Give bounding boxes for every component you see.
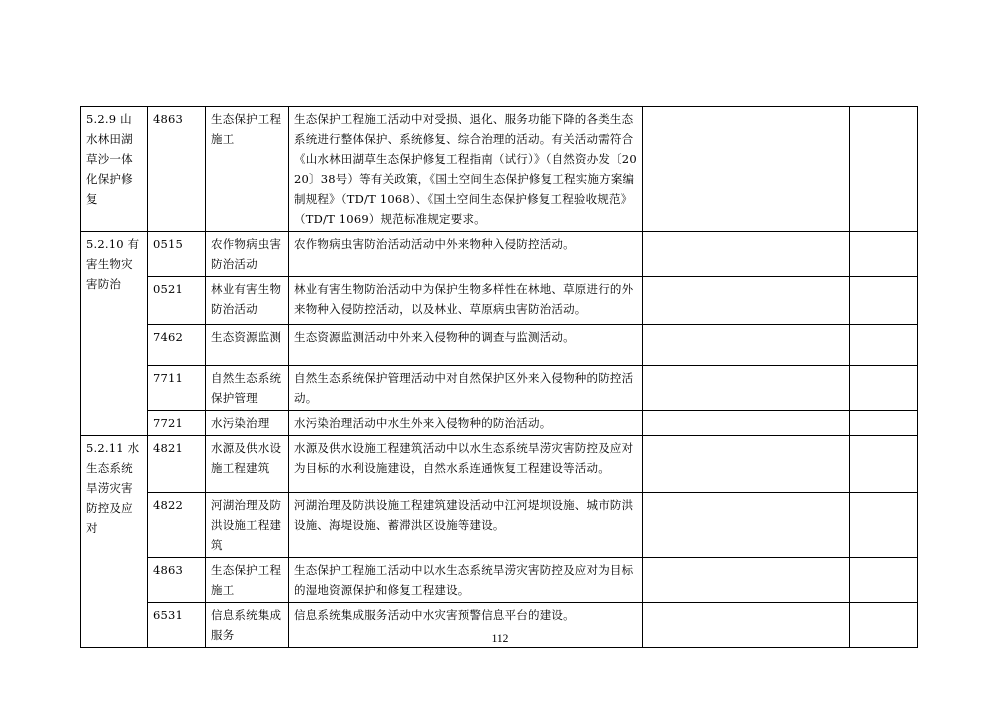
empty-cell — [850, 436, 918, 493]
code-cell: 7711 — [148, 366, 206, 411]
table-row — [81, 277, 918, 325]
empty-cell — [643, 436, 850, 493]
table-row — [81, 325, 918, 366]
empty-cell — [643, 558, 850, 603]
empty-cell — [850, 558, 918, 603]
name-cell: 农作物病虫害防治活动 — [206, 232, 289, 277]
table-row — [81, 411, 918, 436]
name-cell: 林业有害生物防治活动 — [206, 277, 289, 325]
empty-cell — [643, 411, 850, 436]
description-cell: 水源及供水设施工程建筑活动中以水生态系统旱涝灾害防控及应对为目标的水利设施建设，自然水系连通恢复工程建设等活动。 — [289, 436, 643, 493]
name-cell: 自然生态系统保护管理 — [206, 366, 289, 411]
description-cell: 农作物病虫害防治活动活动中外来物种入侵防控活动。 — [289, 232, 643, 277]
description-cell: 自然生态系统保护管理活动中对自然保护区外来入侵物种的防控活动。 — [289, 366, 643, 411]
empty-cell — [643, 232, 850, 277]
page-number: 112 — [491, 633, 509, 645]
empty-cell — [850, 107, 918, 232]
code-cell: 4863 — [148, 107, 206, 232]
catalog-table — [80, 106, 918, 648]
name-cell: 河湖治理及防洪设施工程建筑 — [206, 493, 289, 558]
description-cell: 生态保护工程施工活动中对受损、退化、服务功能下降的各类生态系统进行整体保护、系统修复、综合治理的活动。有关活动需符合《山水林田湖草生态保护修复工程指南（试行）》（自然资办发〔2020〕38号）等有关政策，《国土空间生态保护修复工程实施方案编制规程》（TD/T 1068）、《国土空间生态保护修复工程验收规范》（TD/T 1069）规范标准规定要求。 — [289, 107, 643, 232]
code-cell: 0515 — [148, 232, 206, 277]
description-cell: 生态保护工程施工活动中以水生态系统旱涝灾害防控及应对为目标的湿地资源保护和修复工程建设。 — [289, 558, 643, 603]
empty-cell — [643, 325, 850, 366]
name-cell: 生态保护工程施工 — [206, 107, 289, 232]
category-cell: 5.2.9 山水林田湖草沙一体化保护修复 — [81, 107, 148, 232]
table-row — [81, 436, 918, 493]
table-row — [81, 366, 918, 411]
name-cell: 生态资源监测 — [206, 325, 289, 366]
table-row — [81, 558, 918, 603]
code-cell: 7721 — [148, 411, 206, 436]
empty-cell — [850, 325, 918, 366]
description-cell: 信息系统集成服务活动中水灾害预警信息平台的建设。 — [289, 603, 643, 648]
table-row — [81, 107, 918, 232]
name-cell: 信息系统集成服务 — [206, 603, 289, 648]
empty-cell — [850, 366, 918, 411]
description-cell: 河湖治理及防洪设施工程建筑建设活动中江河堤坝设施、城市防洪设施、海堤设施、蓄滞洪区设施等建设。 — [289, 493, 643, 558]
code-cell: 6531 — [148, 603, 206, 648]
empty-cell — [850, 277, 918, 325]
name-cell: 水污染治理 — [206, 411, 289, 436]
category-cell: 5.2.10 有害生物灾害防治 — [81, 232, 148, 436]
empty-cell — [643, 493, 850, 558]
code-cell: 4822 — [148, 493, 206, 558]
description-cell: 水污染治理活动中水生外来入侵物种的防治活动。 — [289, 411, 643, 436]
code-cell: 7462 — [148, 325, 206, 366]
code-cell: 4821 — [148, 436, 206, 493]
empty-cell — [643, 107, 850, 232]
table-row — [81, 232, 918, 277]
empty-cell — [643, 366, 850, 411]
code-cell: 0521 — [148, 277, 206, 325]
empty-cell — [643, 277, 850, 325]
table-row — [81, 493, 918, 558]
empty-cell — [850, 232, 918, 277]
code-cell: 4863 — [148, 558, 206, 603]
description-cell: 生态资源监测活动中外来入侵物种的调查与监测活动。 — [289, 325, 643, 366]
empty-cell — [850, 493, 918, 558]
category-cell: 5.2.11 水生态系统旱涝灾害防控及应对 — [81, 436, 148, 648]
name-cell: 水源及供水设施工程建筑 — [206, 436, 289, 493]
empty-cell — [850, 411, 918, 436]
name-cell: 生态保护工程施工 — [206, 558, 289, 603]
description-cell: 林业有害生物防治活动中为保护生物多样性在林地、草原进行的外来物种入侵防控活动，以及林业、草原病虫害防治活动。 — [289, 277, 643, 325]
